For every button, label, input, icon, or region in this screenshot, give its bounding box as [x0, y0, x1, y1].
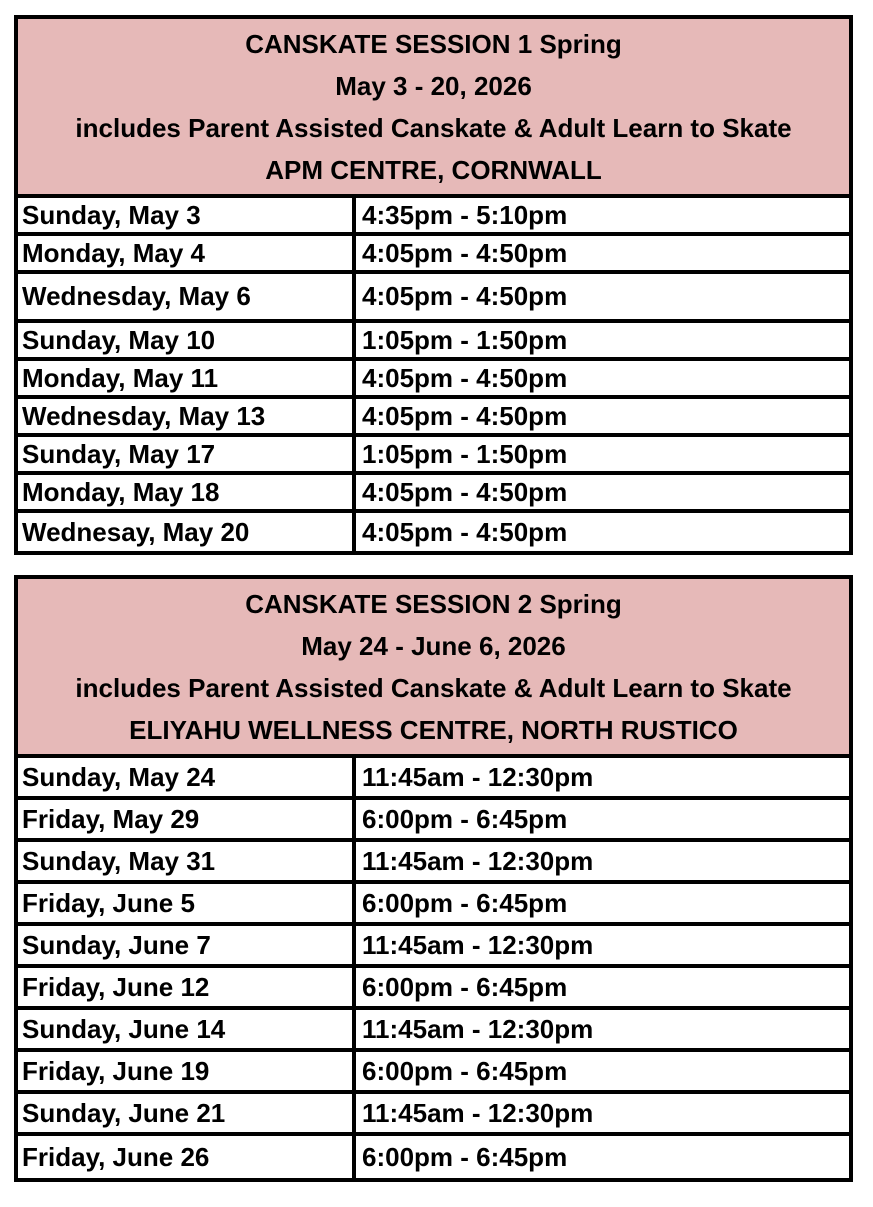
time-cell: 4:35pm - 5:10pm	[362, 199, 568, 230]
date-cell: Friday, June 26	[18, 1136, 356, 1178]
table-row	[18, 399, 849, 437]
date-cell: Wednesay, May 20	[18, 513, 356, 551]
time-cell: 4:05pm - 4:50pm	[362, 237, 568, 268]
time-cell: 6:00pm - 6:45pm	[362, 803, 568, 834]
date-cell: Sunday, June 21	[18, 1094, 356, 1132]
date-cell: Wednesday, May 6	[18, 274, 356, 319]
date-cell: Friday, May 29	[18, 800, 356, 838]
session-1-date-range: May 3 - 20, 2026	[335, 71, 532, 101]
time-cell: 4:05pm - 4:50pm	[362, 400, 568, 431]
date-cell: Sunday, May 10	[18, 323, 356, 357]
time-cell: 6:00pm - 6:45pm	[362, 887, 568, 918]
table-row	[18, 1136, 849, 1178]
session-2-header	[18, 579, 849, 758]
session-2-includes-note: includes Parent Assisted Canskate & Adult Learn to Skate	[75, 673, 792, 703]
session-2-table	[14, 575, 853, 1182]
table-row	[18, 758, 849, 800]
time-cell: 4:05pm - 4:50pm	[362, 281, 568, 311]
date-cell: Friday, June 19	[18, 1052, 356, 1090]
time-cell: 4:05pm - 4:50pm	[362, 516, 568, 547]
table-row	[18, 513, 849, 551]
table-row	[18, 323, 849, 361]
date-cell: Sunday, May 24	[18, 758, 356, 796]
time-cell: 1:05pm - 1:50pm	[362, 324, 568, 355]
time-cell: 4:05pm - 4:50pm	[362, 362, 568, 393]
date-cell: Monday, May 11	[18, 361, 356, 395]
table-row	[18, 236, 849, 274]
time-cell: 6:00pm - 6:45pm	[362, 1055, 568, 1086]
date-cell: Sunday, May 31	[18, 842, 356, 880]
time-cell: 6:00pm - 6:45pm	[362, 1141, 568, 1172]
date-cell: Sunday, June 14	[18, 1010, 356, 1048]
date-cell: Wednesday, May 13	[18, 399, 356, 433]
date-cell: Friday, June 12	[18, 968, 356, 1006]
time-cell: 4:05pm - 4:50pm	[362, 476, 568, 507]
date-cell: Sunday, June 7	[18, 926, 356, 964]
table-row	[18, 800, 849, 842]
table-row	[18, 1094, 849, 1136]
time-cell: 11:45am - 12:30pm	[362, 1097, 594, 1128]
table-row	[18, 437, 849, 475]
table-row	[18, 361, 849, 399]
table-row	[18, 842, 849, 884]
table-row	[18, 968, 849, 1010]
session-1-title: CANSKATE SESSION 1 Spring	[245, 29, 622, 59]
date-cell: Sunday, May 17	[18, 437, 356, 471]
date-cell: Monday, May 18	[18, 475, 356, 509]
table-row	[18, 884, 849, 926]
time-cell: 11:45am - 12:30pm	[362, 929, 594, 960]
table-row	[18, 926, 849, 968]
session-1-includes-note: includes Parent Assisted Canskate & Adult Learn to Skate	[75, 113, 792, 143]
session-2-venue: ELIYAHU WELLNESS CENTRE, NORTH RUSTICO	[129, 715, 738, 745]
time-cell: 1:05pm - 1:50pm	[362, 438, 568, 469]
session-2-title: CANSKATE SESSION 2 Spring	[245, 589, 622, 619]
date-cell: Monday, May 4	[18, 236, 356, 270]
session-2-date-range: May 24 - June 6, 2026	[301, 631, 566, 661]
table-row	[18, 198, 849, 236]
date-cell: Friday, June 5	[18, 884, 356, 922]
time-cell: 11:45am - 12:30pm	[362, 761, 594, 792]
date-cell: Sunday, May 3	[18, 198, 356, 232]
session-1-venue: APM CENTRE, CORNWALL	[265, 155, 602, 185]
time-cell: 11:45am - 12:30pm	[362, 1013, 594, 1044]
time-cell: 11:45am - 12:30pm	[362, 845, 594, 876]
session-1-table	[14, 15, 853, 555]
table-row	[18, 475, 849, 513]
session-1-header	[18, 19, 849, 198]
table-row	[18, 274, 849, 323]
table-row	[18, 1052, 849, 1094]
table-row	[18, 1010, 849, 1052]
time-cell: 6:00pm - 6:45pm	[362, 971, 568, 1002]
